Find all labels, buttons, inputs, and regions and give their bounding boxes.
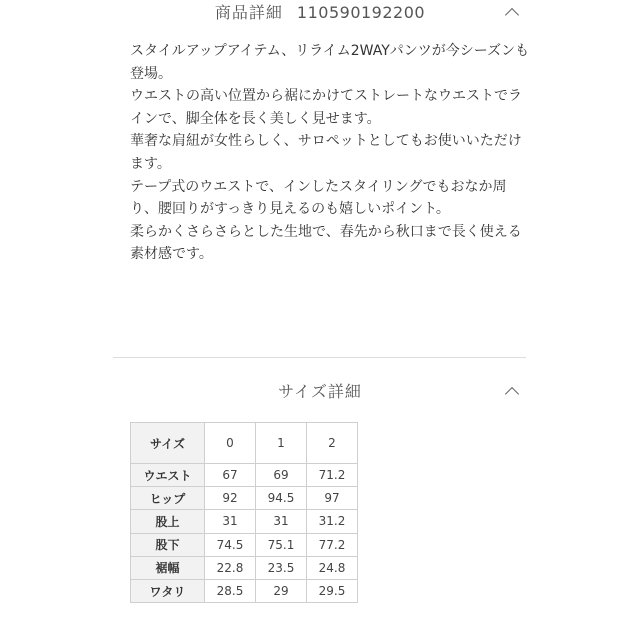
size-detail-header[interactable] <box>0 381 640 403</box>
table-cell: 67 <box>205 464 256 487</box>
table-cell: 71.2 <box>307 464 358 487</box>
row-label: ヒップ <box>131 487 205 510</box>
table-cell: 31 <box>256 510 307 533</box>
section-divider <box>113 357 526 358</box>
product-description <box>130 40 530 266</box>
size-detail-title: サイズ詳細 <box>278 382 362 401</box>
table-cell: 75.1 <box>256 533 307 556</box>
table-cell: 97 <box>307 487 358 510</box>
table-row <box>131 556 358 579</box>
table-row <box>131 579 358 602</box>
row-label: 股下 <box>131 533 205 556</box>
table-row <box>131 487 358 510</box>
table-row <box>131 464 358 487</box>
table-cell: 22.8 <box>205 556 256 579</box>
table-cell: 28.5 <box>205 579 256 602</box>
row-label: 股上 <box>131 510 205 533</box>
size-table-header-row <box>131 423 358 464</box>
size-table <box>130 422 358 603</box>
size-column-header: 2 <box>307 423 358 464</box>
table-cell: 69 <box>256 464 307 487</box>
product-detail-header[interactable] <box>0 2 640 24</box>
table-cell: 74.5 <box>205 533 256 556</box>
description-paragraph: テープ式のウエストで、インしたスタイリングでもおなか周り、腰回りがすっきり見えるのも嬉しいポイント。 <box>130 178 507 218</box>
table-cell: 92 <box>205 487 256 510</box>
table-cell: 31.2 <box>307 510 358 533</box>
row-label: ウエスト <box>131 464 205 487</box>
table-cell: 94.5 <box>256 487 307 510</box>
table-cell: 77.2 <box>307 533 358 556</box>
description-paragraph: 柔らかくさらさらとした生地で、春先から秋口まで長く使える素材感です。 <box>130 223 522 263</box>
size-header-label: サイズ <box>131 423 205 464</box>
table-row <box>131 510 358 533</box>
table-cell: 24.8 <box>307 556 358 579</box>
table-row <box>131 533 358 556</box>
table-cell: 29 <box>256 579 307 602</box>
size-column-header: 1 <box>256 423 307 464</box>
description-paragraph: ウエストの高い位置から裾にかけてストレートなウエストでラインで、脚全体を長く美しく見せます。 <box>130 88 522 127</box>
row-label: ワタリ <box>131 579 205 602</box>
table-cell: 31 <box>205 510 256 533</box>
product-code: 110590192200 <box>296 3 426 22</box>
description-paragraph: スタイルアップアイテム、リライム2WAYパンツが今シーズンも登場。 <box>130 43 530 82</box>
row-label: 裾幅 <box>131 556 205 579</box>
product-detail-title: 商品詳細 <box>214 3 283 22</box>
description-paragraph: 華奢な肩紐が女性らしく、サロペットとしてもお使いいただけます。 <box>130 133 522 172</box>
table-cell: 29.5 <box>307 579 358 602</box>
table-cell: 23.5 <box>256 556 307 579</box>
size-column-header: 0 <box>205 423 256 464</box>
